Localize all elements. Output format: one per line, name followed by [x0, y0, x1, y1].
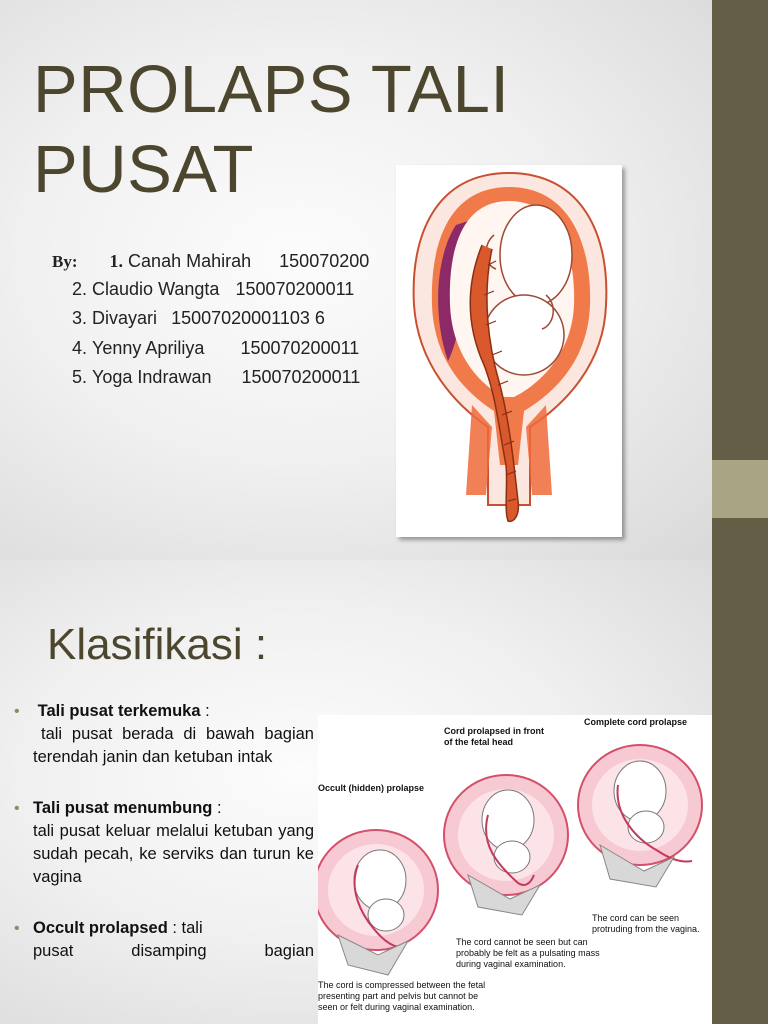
list-item — [14, 700, 314, 769]
label-occult-prolapse: Occult (hidden) prolapse — [318, 783, 425, 793]
member-name: Divayari — [92, 308, 158, 328]
member-4 — [72, 338, 359, 359]
member-number: 4. — [72, 338, 88, 358]
member-2 — [72, 279, 354, 300]
title-line-1: PROLAPS TALI — [33, 52, 510, 127]
member-id: 150070200011 — [240, 338, 360, 358]
sidebar-band-top — [712, 0, 768, 460]
member-name: Claudio Wangta — [92, 279, 220, 299]
member-name: Canah Mahirah — [128, 251, 252, 271]
item-term: Tali pusat menumbung — [33, 799, 213, 817]
member-number: 1. — [109, 251, 124, 271]
classification-list — [14, 700, 314, 991]
member-id: 150070200 — [279, 251, 370, 271]
prolapse-types-drawing — [318, 715, 712, 1024]
bullet-icon: • — [14, 920, 20, 937]
sidebar-band-bottom — [712, 518, 768, 1024]
note-complete-prolapse: The cord can be seen protruding from the vagina. — [592, 913, 700, 934]
member-id: 150070200011 — [241, 367, 361, 387]
member-5 — [72, 367, 360, 388]
member-number: 2. — [72, 279, 88, 299]
sidebar-accent-band — [712, 460, 768, 518]
label-complete-prolapse: Complete cord prolapse — [584, 717, 688, 727]
note-occult-prolapse: The cord is compressed between the fetal presenting part and pelvis but cannot be seen or felt during vaginal examination. — [318, 980, 486, 1012]
bullet-icon: • — [14, 703, 20, 720]
note-prolapse-front: The cord cannot be seen but can probably be felt as a pulsating mass during vaginal examination. — [456, 937, 600, 969]
member-number: 5. — [72, 367, 88, 387]
item-description: tali pusat keluar melalui ketuban yang sudah pecah, ke serviks dan turun ke vagina — [33, 822, 314, 886]
cord-prolapse-illustration — [396, 165, 622, 537]
item-description: pusat disamping bagian — [33, 942, 314, 960]
member-1 — [52, 251, 369, 272]
item-description: tali pusat berada di bawah bagian terendah janin dan ketuban intak — [33, 725, 314, 766]
member-number: 3. — [72, 308, 88, 328]
item-separator: : tali — [167, 919, 203, 937]
member-id: 150070200011 — [235, 279, 355, 299]
list-item — [14, 917, 314, 963]
member-name: Yenny Apriliya — [92, 338, 205, 358]
item-separator: : — [200, 702, 210, 720]
title-line-2: PUSAT — [33, 132, 254, 207]
cord-prolapse-types-figure — [318, 715, 712, 1024]
item-term: Occult prolapsed — [33, 919, 168, 937]
member-name: Yoga Indrawan — [92, 367, 212, 387]
item-separator: : — [212, 799, 222, 817]
bullet-icon: • — [14, 800, 20, 817]
classification-heading: Klasifikasi : — [47, 620, 268, 669]
by-label: By: — [52, 252, 78, 271]
label-prolapse-front: Cord prolapsed in front of the fetal head — [444, 726, 544, 747]
uterus-fetus-drawing — [396, 165, 622, 537]
member-3 — [72, 308, 325, 329]
member-id: 15007020001103 6 — [171, 308, 325, 328]
list-item — [14, 797, 314, 889]
item-term: Tali pusat terkemuka — [37, 702, 201, 720]
